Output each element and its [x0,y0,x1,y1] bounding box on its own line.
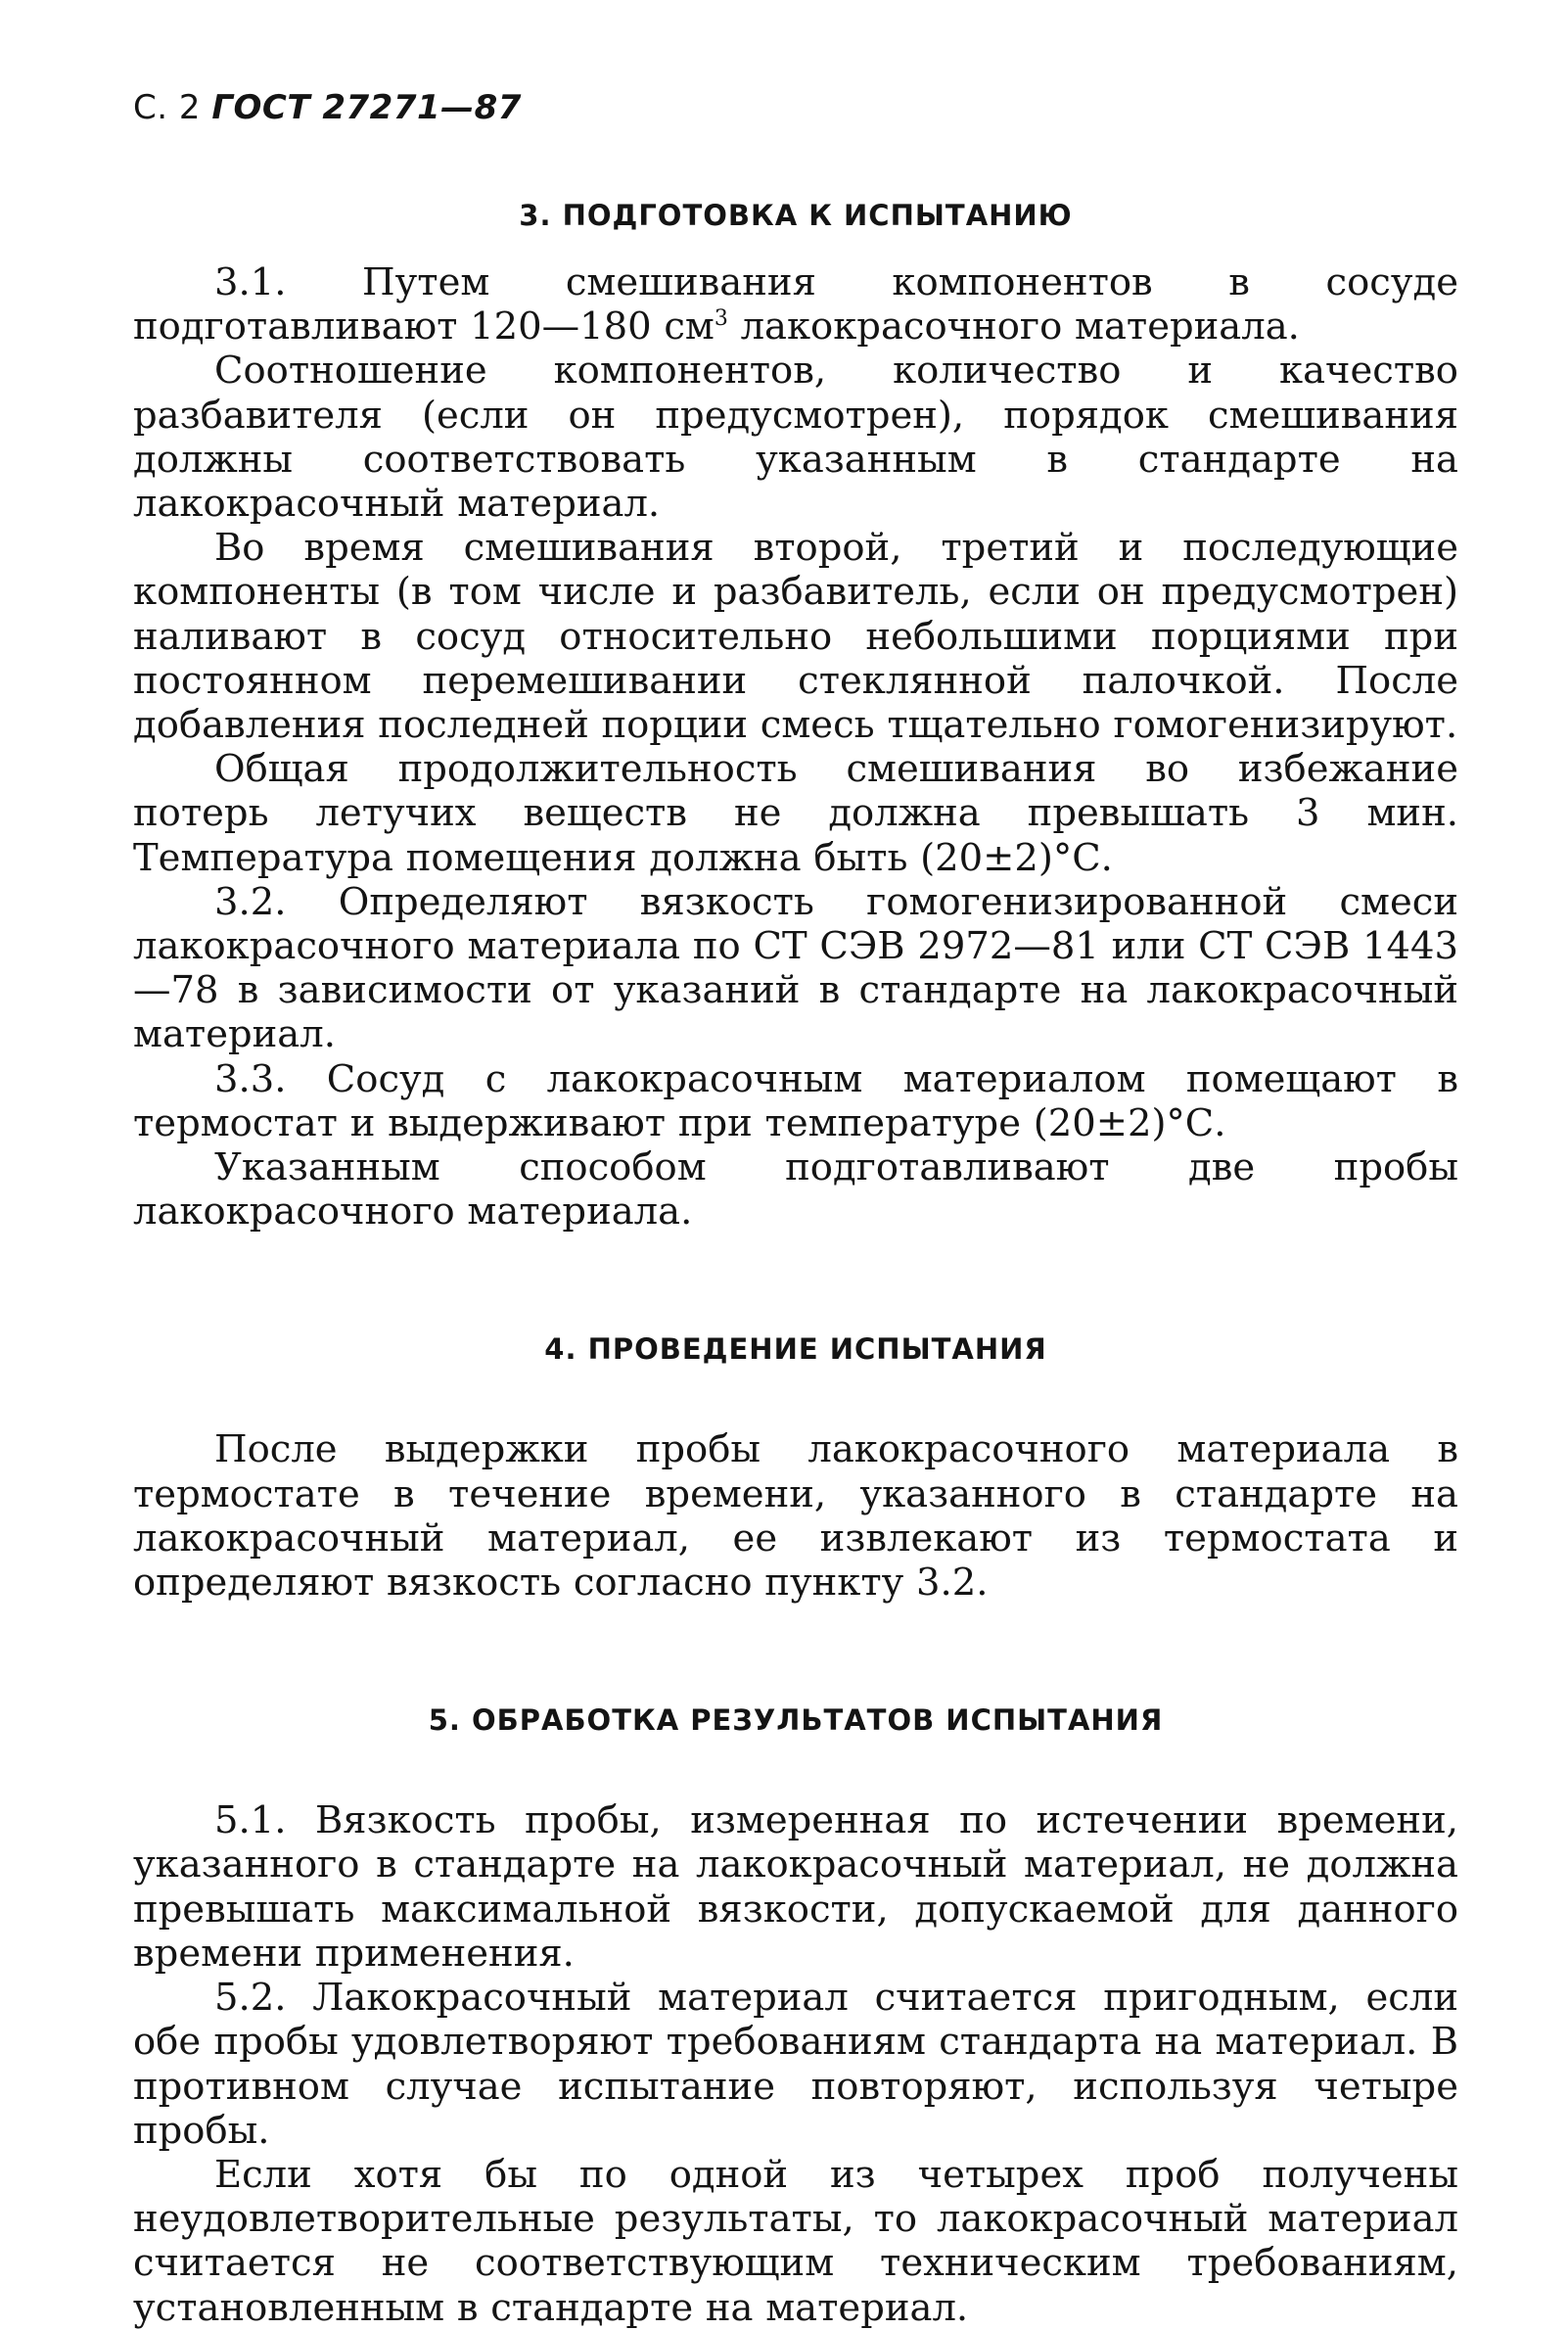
section-testing [133,1331,1458,1605]
section-preparation [133,198,1458,1234]
paragraph-3-1: 3.1. Путем смешивания компонентов в сосуде подготавливают 120—180 $см^3$ лакокрасочного материала. [133,260,1458,350]
paragraph: После выдержки пробы лакокрасочного материала в термостате в течение времени, указанного в стандарте на лакокрасочный материал, ее извлекают из термостата и определяют вязкость согласно пункту 3.2. [133,1427,1458,1606]
section-results [133,1702,1458,2329]
standard-number: ГОСТ 27271—87 [211,88,522,127]
section-title: 5. ОБРАБОТКА РЕЗУЛЬТАТОВ ИСПЫТАНИЯ [428,1703,1164,1738]
paragraph-5-1: 5.1. Вязкость пробы, измеренная по истечении времени, указанного в стандарте на лакокрасочный материал, не должна превышать максимальной вязкости, допускаемой для данного времени применения. [133,1798,1458,1976]
paragraph: Общая продолжительность смешивания во избежание потерь летучих веществ не должна превышать 3 мин. Температура помещения должна быть (20±2)°С. [133,747,1458,880]
superscript: 3 [714,306,728,332]
running-header [133,88,1458,127]
paragraph: Во время смешивания второй, третий и последующие компоненты (в том числе и разбавитель, если он предусмотрен) наливают в сосуд относительно небольшими порциями при постоянном перемешивании стеклянной палочкой. После добавления последней порции смесь тщательно гомогенизируют. [133,526,1458,748]
section-title: 3. ПОДГОТОВКА К ИСПЫТАНИЮ [519,199,1073,232]
paragraph: Указанным способом подготавливают две пробы лакокрасочного материала. [133,1145,1458,1235]
paragraph: Соотношение компонентов, количество и качество разбавителя (если он предусмотрен), порядок смешивания должны соответствовать указанным в стандарте на лакокрасочный материал. [133,349,1458,527]
paragraph-5-2: 5.2. Лакокрасочный материал считается пригодным, если обе пробы удовлетворяют требованиям стандарта на материал. В противном случае испытание повторяют, используя четыре пробы. [133,1976,1458,2153]
paragraph-3-3: 3.3. Сосуд с лакокрасочным материалом помещают в термостат и выдерживают при температуре (20±2)°С. [133,1056,1458,1145]
paragraph-3-2: 3.2. Определяют вязкость гомогенизированной смеси лакокрасочного материала по СТ СЭВ 2972—81 или СТ СЭВ 1443—78 в зависимости от указаний в стандарте на лакокрасочный материал. [133,879,1458,1057]
page-number: С. 2 [133,88,201,127]
section-title: 4. ПРОВЕДЕНИЕ ИСПЫТАНИЯ [544,1332,1047,1367]
paragraph: Если хотя бы по одной из четырех проб получены неудовлетворительные результаты, то лакокрасочный материал считается не соответствующим техническим требованиям, установленным в стандарте на материал. [133,2152,1458,2330]
